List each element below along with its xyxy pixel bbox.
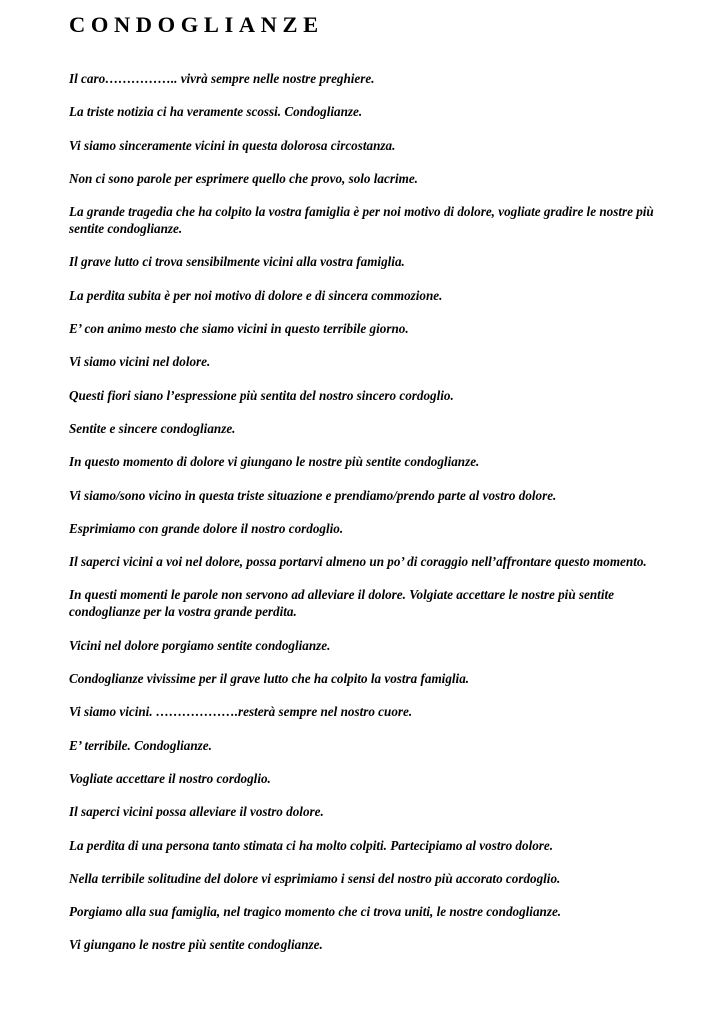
- phrase-item: Il saperci vicini a voi nel dolore, possa portarvi almeno un po’ di coraggio nell’affrontare questo momento.: [69, 554, 647, 570]
- phrase-item: Questi fiori siano l’espressione più sentita del nostro sincero cordoglio.: [69, 387, 454, 403]
- phrase-item: La perdita subita è per noi motivo di dolore e di sincera commozione.: [69, 287, 443, 303]
- phrase-item: Il caro…………….. vivrà sempre nelle nostre preghiere.: [69, 71, 375, 86]
- phrase-item: La triste notizia ci ha veramente scossi. Condoglianze.: [69, 104, 363, 120]
- phrase-item: La grande tragedia che ha colpito la vostra famiglia è per noi motivo di dolore, vogliate gradire le nostre più sentite condoglianze.: [69, 204, 654, 237]
- phrase-item: Vi siamo vicini nel dolore.: [69, 354, 211, 370]
- phrase-item: Vi siamo sinceramente vicini in questa dolorosa circostanza.: [69, 137, 396, 153]
- phrase-item: Condoglianze vivissime per il grave lutto che ha colpito la vostra famiglia.: [69, 671, 470, 687]
- document-page: [69, 10, 669, 970]
- phrase-item: E’ con animo mesto che siamo vicini in questo terribile giorno.: [69, 321, 409, 337]
- phrase-item: Vicini nel dolore porgiamo sentite condoglianze.: [69, 637, 331, 653]
- phrase-item: Esprimiamo con grande dolore il nostro cordoglio.: [69, 520, 344, 536]
- phrase-item: Vogliate accettare il nostro cordoglio.: [69, 770, 271, 786]
- condolence-phrase-list: [69, 70, 669, 953]
- phrase-item: Sentite e sincere condoglianze.: [69, 420, 236, 436]
- phrase-item: In questo momento di dolore vi giungano le nostre più sentite condoglianze.: [69, 454, 480, 470]
- phrase-item: Il saperci vicini possa alleviare il vostro dolore.: [69, 804, 324, 820]
- page-title: CONDOGLIANZE: [69, 12, 324, 37]
- phrase-item: Vi siamo vicini. ……………….resterà sempre nel nostro cuore.: [69, 704, 413, 720]
- phrase-item: Il grave lutto ci trova sensibilmente vicini alla vostra famiglia.: [69, 254, 405, 270]
- phrase-item: Non ci sono parole per esprimere quello che provo, solo lacrime.: [69, 170, 418, 186]
- phrase-item: Porgiamo alla sua famiglia, nel tragico momento che ci trova uniti, le nostre condoglianze.: [69, 904, 562, 920]
- phrase-item: Vi siamo/sono vicino in questa triste situazione e prendiamo/prendo parte al vostro dolore.: [69, 487, 557, 503]
- phrase-item: La perdita di una persona tanto stimata ci ha molto colpiti. Partecipiamo al vostro dolore.: [69, 837, 554, 853]
- phrase-item: In questi momenti le parole non servono ad alleviare il dolore. Volgiate accettare le nostre più sentite condoglianze per la vostra grande perdita.: [69, 587, 614, 620]
- phrase-item: Nella terribile solitudine del dolore vi esprimiamo i sensi del nostro più accorato cordoglio.: [69, 870, 561, 886]
- phrase-item: Vi giungano le nostre più sentite condoglianze.: [69, 937, 323, 953]
- phrase-item: E’ terribile. Condoglianze.: [69, 737, 212, 753]
